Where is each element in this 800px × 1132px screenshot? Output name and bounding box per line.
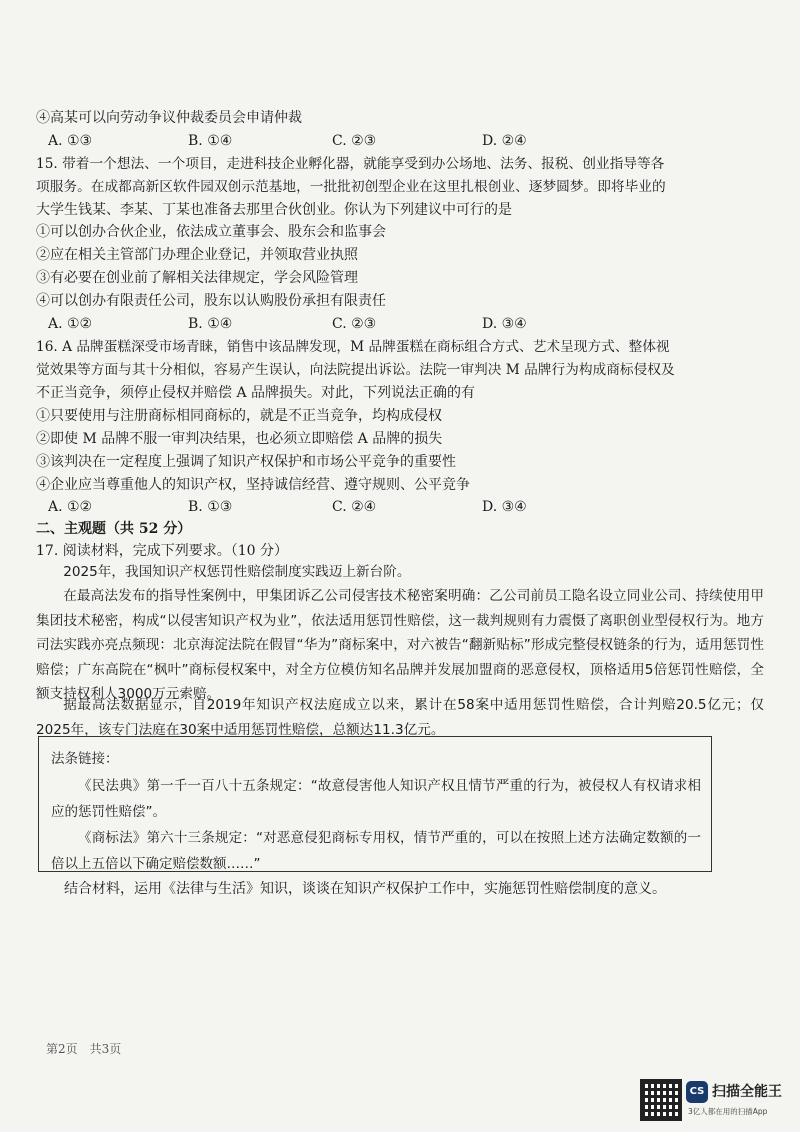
q15-item-2: ②应在相关主管部门办理企业登记，并领取营业执照 — [36, 247, 358, 263]
q15-stem-line-3: 大学生钱某、李某、丁某也准备去那里合伙创业。你认为下列建议中可行的是 — [36, 202, 512, 218]
q14-option-d: D. ②④ — [482, 133, 527, 149]
law-box-title: 法条链接： — [51, 751, 119, 767]
q15-option-b: B. ①④ — [188, 316, 233, 332]
q16-item-1: ①只要使用与注册商标相同商标的，就是不正当竞争，均构成侵权 — [36, 408, 442, 424]
q16-option-c: C. ②④ — [332, 499, 377, 515]
q15-option-a: A. ①② — [48, 316, 93, 332]
scanner-app-name: 扫描全能王 — [712, 1084, 782, 1100]
q16-stem-line-3: 不正当竞争，须停止侵权并赔偿 A 品牌损失。对此，下列说法正确的有 — [36, 385, 476, 401]
q17-intro: 17. 阅读材料，完成下列要求。（10 分） — [36, 543, 288, 559]
q16-option-b: B. ①③ — [188, 499, 233, 515]
q16-stem-line-1: 16. A 品牌蛋糕深受市场青睐，销售中该品牌发现，M 品牌蛋糕在商标组合方式、艺术呈现方式、整体视 — [36, 339, 670, 355]
q15-option-c: C. ②③ — [332, 316, 377, 332]
q14-option-a: A. ①③ — [48, 133, 93, 149]
q15-item-4: ④可以创办有限责任公司，股东以认购股份承担有限责任 — [36, 293, 386, 309]
law-link-box — [38, 736, 712, 872]
q15-item-3: ③有必要在创业前了解相关法律规定，学会风险管理 — [36, 270, 358, 286]
q17-material-p2: 在最高法发布的指导性案例中，甲集团诉乙公司侵害技术秘密案明确：乙公司前员工隐名设立同业公司、持续使用甲集团技术秘密，构成“以侵害知识产权为业”，依法适用惩罚性赔偿，这一裁判规则有力震慑了离职创业型侵权行为。地方司法实践亦亮点频现：北京海淀法院在假冒“华为”商标案中，对六被告“翻新贴标”形成完整侵权链条的行为，适用惩罚性赔偿；广东高院在“枫叶”商标侵权案中，对全方位模仿知名品牌并发展加盟商的恶意侵权，顶格适用5倍惩罚性赔偿，全额支持权利人3000万元索赔。 — [36, 588, 764, 703]
q16-item-2: ②即使 M 品牌不服一审判决结果，也必须立即赔偿 A 品牌的损失 — [36, 431, 443, 447]
q17-task: 结合材料，运用《法律与生活》知识，谈谈在知识产权保护工作中，实施惩罚性赔偿制度的意义。 — [64, 881, 666, 897]
q16-stem-line-2: 觉效果等方面与其十分相似，容易产生误认，向法院提出诉讼。法院一审判决 M 品牌行为构成商标侵权及 — [36, 362, 675, 378]
q14-option-b: B. ①④ — [188, 133, 233, 149]
law-civil-code: 《民法典》第一千一百八十五条规定：“故意侵害他人知识产权且情节严重的行为，被侵权人有权请求相应的惩罚性赔偿”。 — [51, 778, 701, 820]
q17-material-p1: 2025年，我国知识产权惩罚性赔偿制度实践迈上新台阶。 — [63, 564, 411, 580]
q15-stem-line-1: 15. 带着一个想法、一个项目，走进科技企业孵化器，就能享受到办公场地、法务、报税、创业指导等各 — [36, 156, 665, 172]
section-heading: 二、主观题（共 52 分） — [36, 521, 192, 537]
q16-item-3: ③该判决在一定程度上强调了知识产权保护和市场公平竞争的重要性 — [36, 454, 456, 470]
q15-item-1: ①可以创办合伙企业，依法成立董事会、股东会和监事会 — [36, 224, 386, 240]
page-footer: 第2页 共3页 — [46, 1042, 122, 1056]
q14-option-c: C. ②③ — [332, 133, 377, 149]
q17-material-p3: 据最高法数据显示，自2019年知识产权法庭成立以来，累计在58案中适用惩罚性赔偿，合计判赔20.5亿元；仅2025年，该专门法庭在30案中适用惩罚性赔偿，总额达11.3亿元。 — [36, 697, 764, 738]
q15-option-d: D. ③④ — [482, 316, 527, 332]
q15-stem-line-2: 项服务。在成都高新区软件园双创示范基地，一批批初创型企业在这里扎根创业、逐梦圆梦。即将毕业的 — [36, 179, 666, 195]
scanner-tagline: 3亿人都在用的扫描App — [688, 1107, 768, 1116]
law-trademark: 《商标法》第六十三条规定：“对恶意侵犯商标专用权，情节严重的，可以在按照上述方法确定数额的一倍以上五倍以下确定赔偿数额……” — [51, 830, 701, 872]
q14-item-4: ④高某可以向劳动争议仲裁委员会申请仲裁 — [36, 110, 302, 126]
q16-option-d: D. ③④ — [482, 499, 527, 515]
camscanner-logo-icon: CS — [686, 1081, 708, 1103]
q16-option-a: A. ①② — [48, 499, 93, 515]
qr-code-icon — [640, 1079, 682, 1121]
q16-item-4: ④企业应当尊重他人的知识产权，坚持诚信经营、遵守规则、公平竞争 — [36, 477, 470, 493]
